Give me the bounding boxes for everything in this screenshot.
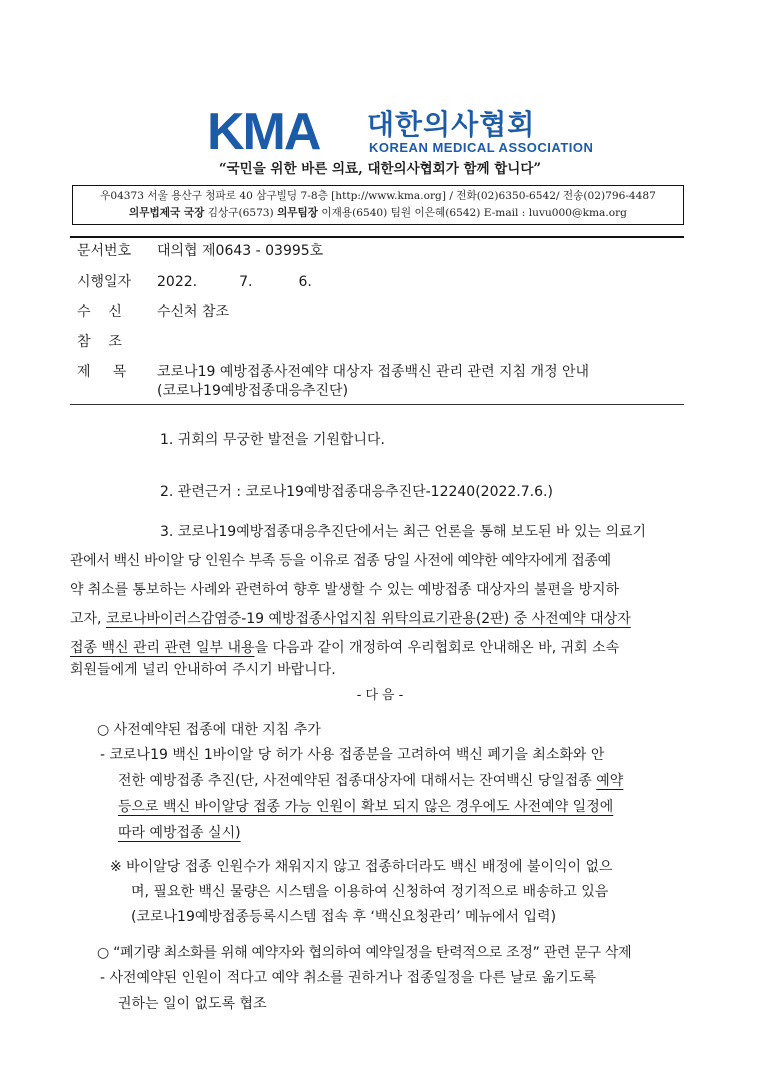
contact-address-line: 우04373 서울 용산구 청파로 40 삼구빌딩 7-8층 [http://www.kma.org] / 전화(02)6350-6542/ 전송(02)796-4487 xyxy=(100,190,656,202)
paragraph-3-line-5-underlined: 접종 백신 관리 관련 일부 내용 xyxy=(70,640,255,656)
section-1-line-2-underlined: 예약 xyxy=(596,773,624,789)
paragraph-1: 1. 귀회의 무궁한 발전을 기원합니다. xyxy=(160,432,385,448)
director-title: 의무법제국 국장 xyxy=(129,207,205,219)
date-row xyxy=(77,272,312,292)
following-heading: - 다 음 - xyxy=(356,688,404,703)
recipient: 수신처 참조 xyxy=(157,304,230,320)
paragraph-3-line-2: 관에서 백신 바이알 당 인원수 부족 등을 이유로 접종 당일 사전에 예약한 예약자에게 접종예 xyxy=(70,553,611,569)
note-line-1: ※ 바이알당 접종 인원수가 채워지지 않고 접종하더라도 백신 배정에 불이익이 없으 xyxy=(110,859,613,875)
note-line-3: (코로나19예방접종등록시스템 접속 후 ‘백신요청관리’ 메뉴에서 입력) xyxy=(131,909,557,925)
recipient-row xyxy=(77,302,229,322)
section-2-line-1: - 사전예약된 인원이 적다고 예약 취소를 권하거나 접종일정을 다른 날로 옮기도록 xyxy=(100,970,596,986)
paragraph-3-line-5-rest: 을 다음과 같이 개정하여 우리협회로 안내해온 바, 귀회 소속 xyxy=(254,640,620,656)
header-top-rule xyxy=(70,236,684,238)
subject-line-2: (코로나19예방접종대응추진단) xyxy=(157,383,349,399)
subject-line-1: 코로나19 예방접종사전예약 대상자 접종백신 관리 관련 지침 개정 안내 xyxy=(157,364,590,380)
doc-number-label: 문서번호 xyxy=(77,243,132,259)
section-2-title: ○ “폐기량 최소화를 위해 예약자와 협의하여 예약일정을 탄력적으로 조정” 관련 문구 삭제 xyxy=(97,945,632,961)
logo-name-english: KOREAN MEDICAL ASSOCIATION xyxy=(369,140,594,155)
date-month: 7. xyxy=(239,274,253,290)
subject-row xyxy=(77,362,589,382)
paragraph-2: 2. 관련근거 : 코로나19예방접종대응추진단-12240(2022.7.6.) xyxy=(160,484,553,500)
date-label: 시행일자 xyxy=(77,274,132,290)
doc-number: 대의협 제0643 - 03995호 xyxy=(157,243,324,259)
date-year: 2022. xyxy=(157,274,198,290)
contact-box xyxy=(72,185,684,225)
team-leader-title: 의무팀장 xyxy=(277,207,318,219)
director-name: 김상구(6573) xyxy=(207,207,274,219)
paragraph-3-line-5 xyxy=(70,637,619,659)
logo-name-korean: 대한의사협회 xyxy=(367,108,536,141)
section-1-line-1: - 코로나19 백신 1바이알 당 허가 사용 접종분을 고려하여 백신 폐기을 최소화와 안 xyxy=(100,747,605,763)
team-info: 이재용(6540) 팀원 이은혜(6542) E-mail : luvu000@kma.org xyxy=(321,207,627,219)
paragraph-3-line-6: 회원들에게 널리 안내하여 주시기 바랍니다. xyxy=(70,662,336,678)
paragraph-3-line-4-prefix: 고자, xyxy=(70,611,106,627)
section-1-line-4: 따라 예방접종 실시) xyxy=(118,825,241,841)
contact-staff-line xyxy=(73,205,683,222)
section-1-line-3: 등으로 백신 바이알당 접종 가능 인원이 확보 되지 않은 경우에도 사전예약 일정에 xyxy=(118,799,614,815)
recipient-label: 수 신 xyxy=(77,304,122,320)
doc-number-row xyxy=(77,241,323,261)
reference-row xyxy=(77,332,157,352)
logo-mark: KMA xyxy=(207,103,320,161)
header-bottom-rule xyxy=(70,404,684,405)
section-1-line-2 xyxy=(118,770,623,792)
section-1-line-2-text: 전한 예방접종 추진(단, 사전예약된 접종대상자에 대해서는 잔여백신 당일접종 xyxy=(118,773,597,789)
reference-label: 참 조 xyxy=(77,334,122,350)
paragraph-3-line-1: 3. 코로나19예방접종대응추진단에서는 최근 언론을 통해 보도된 바 있는 의료기 xyxy=(160,524,647,540)
slogan: “국민을 위한 바른 의료, 대한의사협회가 함께 합니다” xyxy=(218,161,542,177)
paragraph-3-line-4-underlined: 코로나바이러스감염증-19 예방접종사업지침 위탁의료기관용(2판) 중 사전예약 대상자 xyxy=(105,611,631,627)
note-line-2: 며, 필요한 백신 물량은 시스템을 이용하여 신청하여 정기적으로 배송하고 있음 xyxy=(131,884,609,900)
date-day: 6. xyxy=(298,274,312,290)
paragraph-3-line-3: 약 취소를 통보하는 사례와 관련하여 향후 발생할 수 있는 예방접종 대상자의 불편을 방지하 xyxy=(70,582,619,598)
kma-logo xyxy=(207,103,594,161)
section-2-line-2: 권하는 일이 없도록 협조 xyxy=(118,996,267,1012)
subject-label: 제 목 xyxy=(77,364,127,380)
section-1-title: ○ 사전예약된 접종에 대한 지침 추가 xyxy=(97,722,321,738)
paragraph-3-line-4 xyxy=(70,608,631,630)
